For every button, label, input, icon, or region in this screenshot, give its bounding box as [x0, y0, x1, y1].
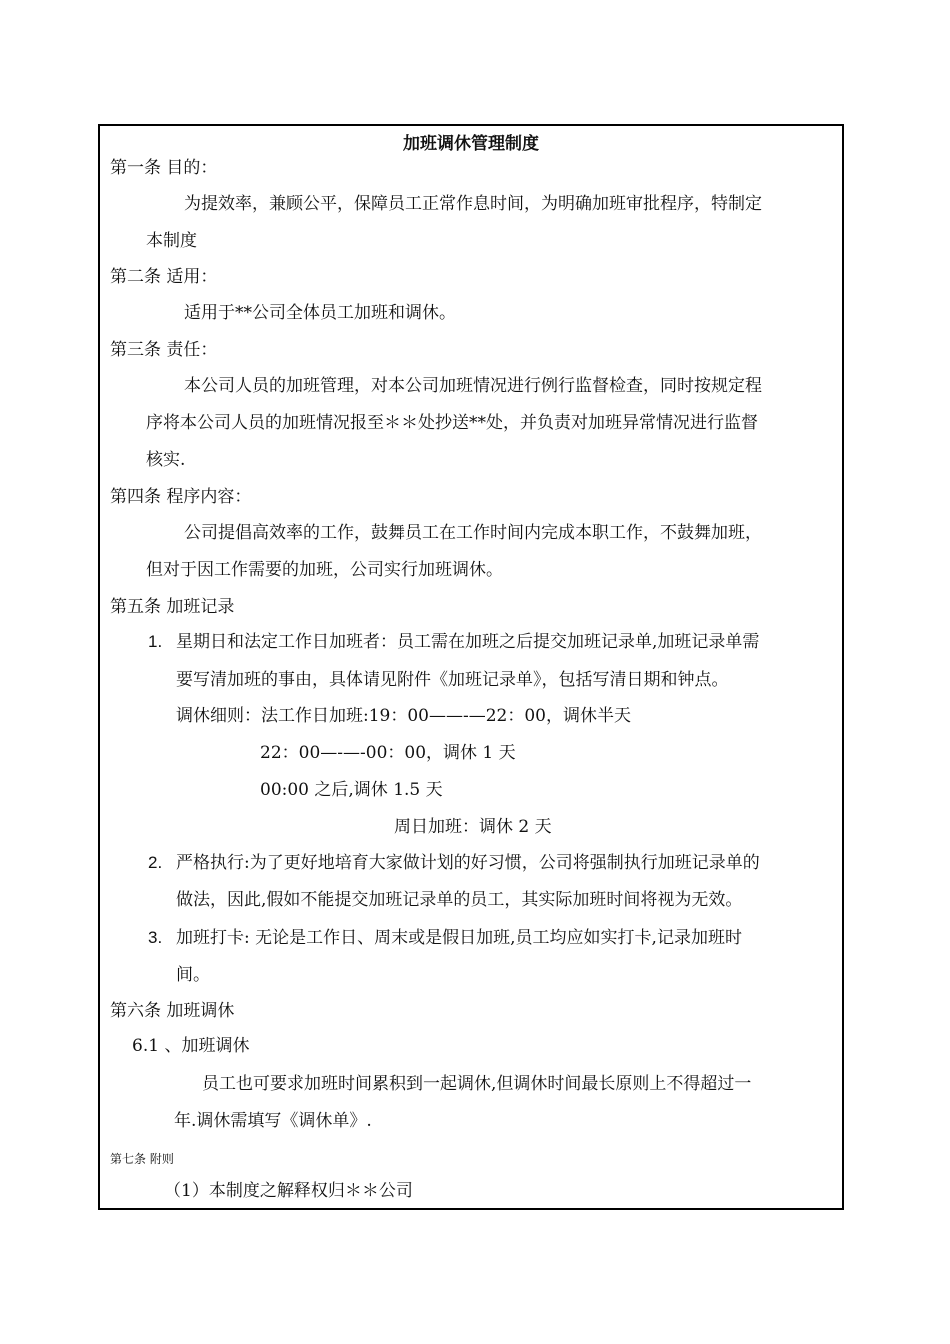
section-6-subheading: 6.1 、加班调休	[132, 1036, 250, 1056]
document-frame	[98, 124, 844, 1210]
list-text-line: 星期日和法定工作日加班者：员工需在加班之后提交加班记录单,加班记录单需	[176, 632, 760, 652]
list-item-1	[148, 632, 759, 652]
section-4-text-line: 但对于因工作需要的加班，公司实行加班调休。	[146, 560, 503, 580]
section-7-text-line: （1）本制度之解释权归＊＊公司	[164, 1181, 413, 1201]
section-1-heading: 第一条 目的：	[110, 158, 218, 178]
list-text-line: 严格执行:为了更好地培育大家做计划的好习惯，公司将强制执行加班记录单的	[176, 853, 760, 873]
section-7-heading: 第七条 附则	[110, 1152, 174, 1166]
section-4-text-line: 公司提倡高效率的工作，鼓舞员工在工作时间内完成本职工作，不鼓舞加班，	[184, 523, 762, 543]
list-text-line: 周日加班：调休 2 天	[394, 817, 552, 837]
section-1-text-line: 为提效率，兼顾公平，保障员工正常作息时间，为明确加班审批程序，特制定	[184, 194, 762, 214]
list-number: 2.	[148, 853, 163, 872]
list-text-line: 00:00 之后,调休 1.5 天	[260, 780, 443, 800]
list-text-line: 22：00—-—-00：00，调休 1 天	[260, 743, 516, 763]
list-item-3	[148, 928, 742, 948]
section-6-text-line: 员工也可要求加班时间累积到一起调休,但调休时间最长原则上不得超过一	[202, 1074, 752, 1094]
list-text-line: 做法，因此,假如不能提交加班记录单的员工，其实际加班时间将视为无效。	[176, 890, 743, 910]
list-text-line: 要写清加班的事由，具体请见附件《加班记录单》，包括写清日期和钟点。	[176, 670, 729, 690]
list-text-line: 间。	[176, 965, 210, 985]
section-3-heading: 第三条 责任：	[110, 340, 218, 360]
list-number: 1.	[148, 632, 163, 651]
list-item-2	[148, 853, 760, 873]
section-2-heading: 第二条 适用：	[110, 267, 218, 287]
section-4-heading: 第四条 程序内容：	[110, 487, 252, 507]
section-5-heading: 第五条 加班记录	[110, 597, 235, 617]
section-6-text-line: 年.调休需填写《调休单》.	[174, 1111, 372, 1131]
section-3-text-line: 核实.	[146, 450, 186, 470]
section-6-heading: 第六条 加班调休	[110, 1001, 235, 1021]
list-text-line: 加班打卡: 无论是工作日、周末或是假日加班,员工均应如实打卡,记录加班时	[176, 928, 742, 948]
list-text-line: 调休细则：法工作日加班:19：00——-—22：00，调休半天	[176, 706, 631, 726]
section-2-text-line: 适用于**公司全体员工加班和调休。	[184, 303, 456, 323]
list-number: 3.	[148, 928, 163, 947]
document-title: 加班调休管理制度	[403, 134, 539, 154]
section-3-text-line: 序将本公司人员的加班情况报至＊＊处抄送**处，并负责对加班异常情况进行监督	[146, 413, 758, 433]
section-3-text-line: 本公司人员的加班管理，对本公司加班情况进行例行监督检查，同时按规定程	[184, 376, 762, 396]
section-1-text-line: 本制度	[146, 231, 197, 251]
